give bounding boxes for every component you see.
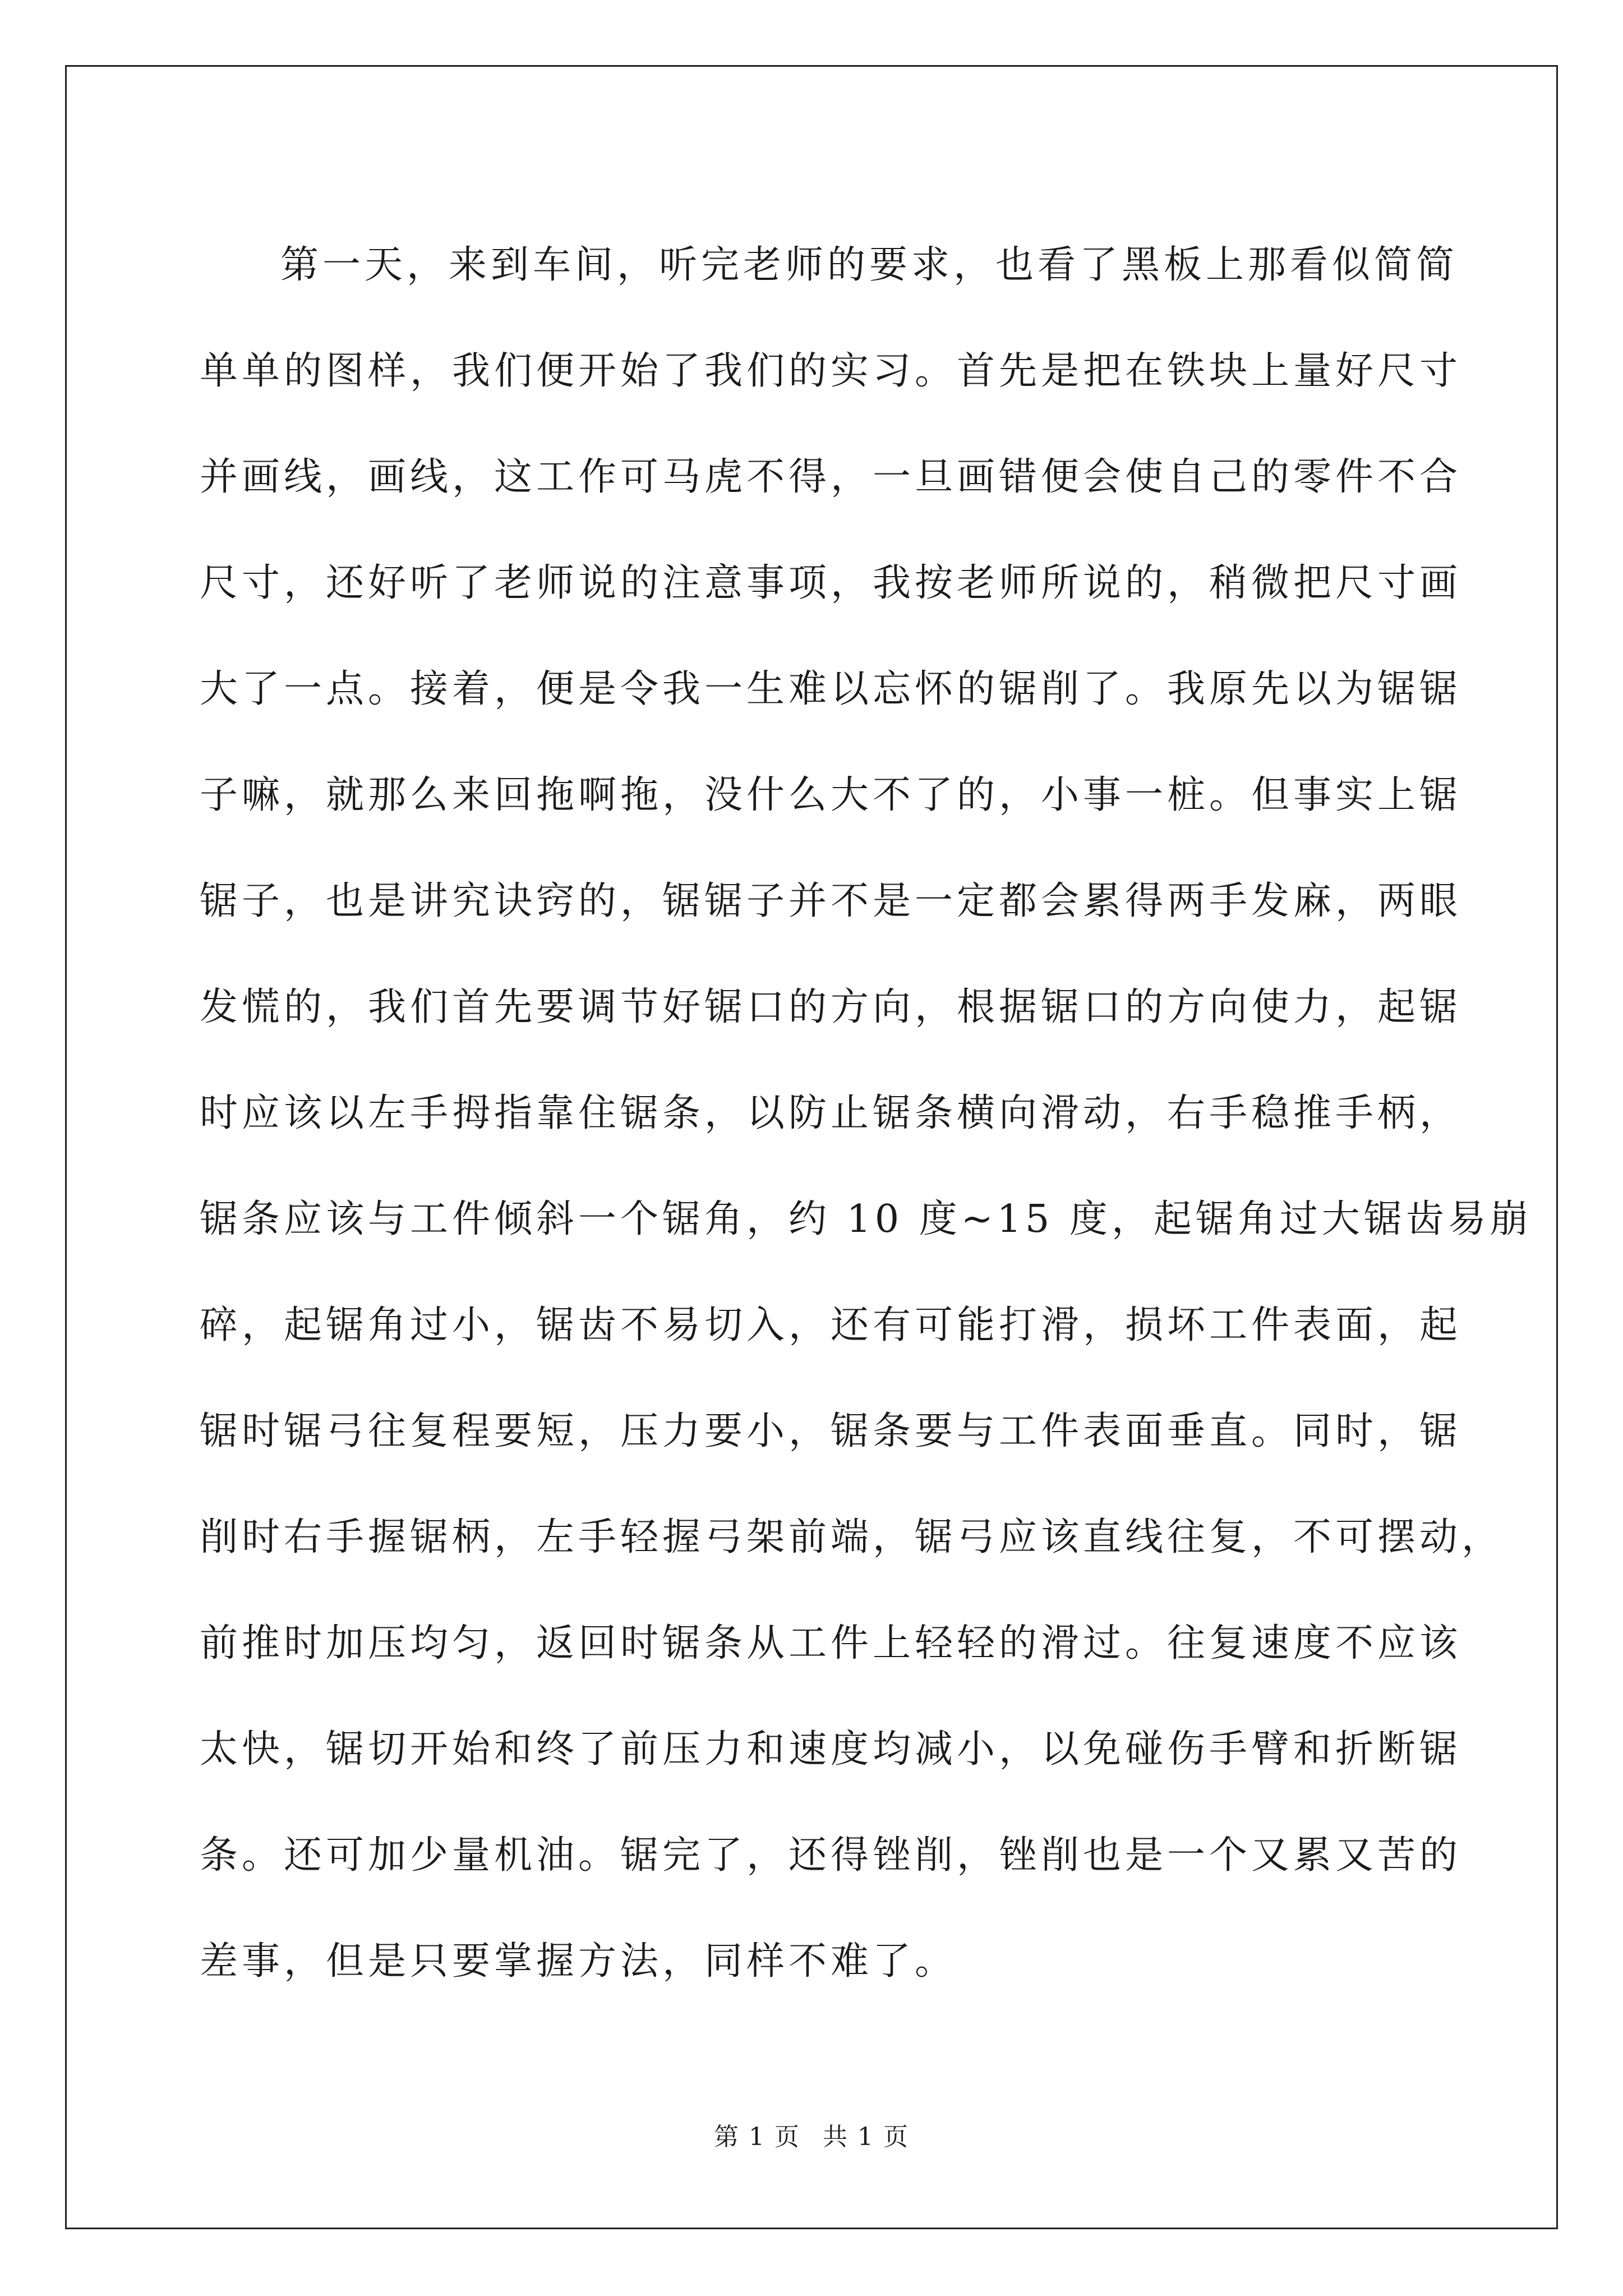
text-line: 尺寸，还好听了老师说的注意事项，我按老师所说的，稍微把尺寸画 <box>200 561 1462 605</box>
page-footer <box>0 2120 1623 2154</box>
body-paragraph <box>200 212 1532 2014</box>
text-line: 锯条应该与工件倾斜一个锯角，约 10 度~15 度，起锯角过大锯齿易崩 <box>200 1197 1532 1241</box>
text-line: 削时右手握锯柄，左手轻握弓架前端，锯弓应该直线往复，不可摆动， <box>200 1515 1504 1559</box>
text-line: 太快，锯切开始和终了前压力和速度均减小，以免碰伤手臂和折断锯 <box>200 1727 1462 1772</box>
text-line: 时应该以左手拇指靠住锯条，以防止锯条横向滑动，右手稳推手柄， <box>200 1091 1462 1135</box>
text-line: 第一天，来到车间，听完老师的要求，也看了黑板上那看似简简 <box>280 243 1459 287</box>
text-line: 锯时锯弓往复程要短，压力要小，锯条要与工件表面垂直。同时，锯 <box>200 1409 1462 1453</box>
text-line: 发慌的，我们首先要调节好锯口的方向，根据锯口的方向使力，起锯 <box>200 985 1462 1029</box>
page-number: 第 1 页 <box>714 2123 800 2151</box>
text-line: 条。还可加少量机油。锯完了，还得锉削，锉削也是一个又累又苦的 <box>200 1833 1462 1878</box>
text-line: 差事，但是只要掌握方法，同样不难了。 <box>200 1939 957 1984</box>
text-line: 锯子，也是讲究诀窍的，锯锯子并不是一定都会累得两手发麻，两眼 <box>200 879 1462 923</box>
text-line: 大了一点。接着，便是令我一生难以忘怀的锯削了。我原先以为锯锯 <box>200 667 1462 711</box>
text-line: 碎，起锯角过小，锯齿不易切入，还有可能打滑，损坏工件表面，起 <box>200 1303 1462 1347</box>
text-line: 单单的图样，我们便开始了我们的实习。首先是把在铁块上量好尺寸 <box>200 349 1462 393</box>
text-line: 子嘛，就那么来回拖啊拖，没什么大不了的，小事一桩。但事实上锯 <box>200 773 1462 817</box>
text-line: 前推时加压均匀，返回时锯条从工件上轻轻的滑过。往复速度不应该 <box>200 1621 1462 1665</box>
page-total: 共 1 页 <box>823 2123 909 2151</box>
text-line: 并画线，画线，这工作可马虎不得，一旦画错便会使自己的零件不合 <box>200 455 1462 499</box>
